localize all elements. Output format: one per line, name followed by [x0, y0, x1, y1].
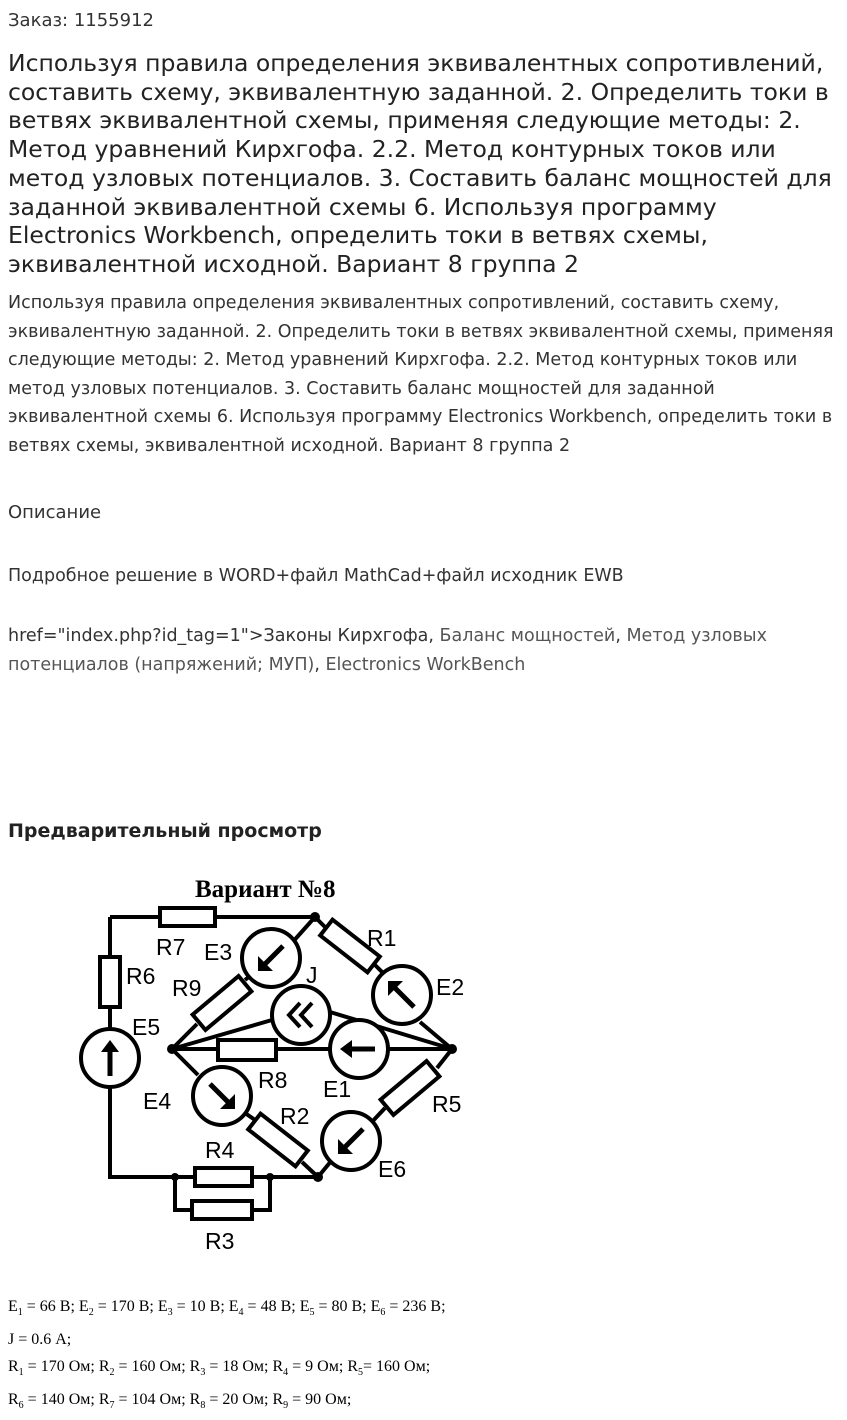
- tag-separator: ,: [615, 626, 627, 646]
- tag-separator: ,: [314, 654, 326, 675]
- label-r5: R5: [432, 1091, 462, 1117]
- param-subscript: 4: [238, 1307, 244, 1319]
- param-value: = 18 Ом;: [205, 1358, 273, 1376]
- label-r4: R4: [205, 1137, 235, 1163]
- param-value: = 140 Ом;: [23, 1391, 99, 1409]
- node-left: [167, 1044, 177, 1054]
- param-symbol: R: [98, 1358, 110, 1376]
- label-e5: E5: [132, 1014, 161, 1040]
- solution-text: Подробное решение в WORD+файл MathCad+файл исходник EWB: [8, 566, 624, 586]
- param-subscript: 1: [18, 1367, 24, 1379]
- scheme-title: Вариант №8: [195, 876, 336, 903]
- resistor-r5: [381, 1061, 440, 1115]
- label-e4: E4: [143, 1088, 172, 1114]
- param-subscript: 6: [380, 1307, 386, 1319]
- param-subscript: 4: [283, 1367, 289, 1379]
- node-r3-left: [171, 1173, 179, 1181]
- param-symbol: R: [8, 1358, 19, 1376]
- param-value: = 80 В;: [314, 1298, 371, 1315]
- label-r3: R3: [205, 1228, 235, 1254]
- param-subscript: 2: [109, 1367, 115, 1379]
- node-r3-right: [266, 1173, 274, 1181]
- params-line-r1: [8, 1353, 446, 1386]
- param-subscript: 8: [200, 1400, 206, 1412]
- resistor-r4: [195, 1168, 252, 1186]
- label-r8: R8: [258, 1067, 288, 1093]
- label-r1: R1: [367, 925, 397, 951]
- tag-link-power-balance[interactable]: Баланс мощностей: [439, 626, 616, 646]
- params-line-e: [8, 1293, 446, 1326]
- param-symbol: R: [189, 1358, 201, 1376]
- param-value: = 160 Ом;: [362, 1358, 431, 1376]
- tag-prefix: href="index.php?id_tag=1">Законы Кирхгофа: [8, 626, 429, 646]
- param-value: = 160 Ом;: [114, 1358, 190, 1376]
- params-line-j: J = 0.6 А;: [8, 1331, 72, 1349]
- param-subscript: 2: [88, 1307, 94, 1319]
- param-subscript: 5: [309, 1307, 315, 1319]
- param-symbol: E: [8, 1298, 18, 1315]
- label-r6: R6: [126, 963, 156, 989]
- param-value: = 170 Ом;: [23, 1358, 99, 1376]
- label-r7: R7: [156, 934, 186, 960]
- param-symbol: R: [189, 1391, 201, 1409]
- tag-separator: ,: [428, 626, 440, 646]
- param-value: = 104 Ом;: [114, 1391, 190, 1409]
- resistor-r8: [218, 1040, 276, 1060]
- tag-link-ewb[interactable]: Electronics WorkBench: [325, 654, 526, 675]
- node-right: [447, 1044, 457, 1054]
- node-bottom: [313, 1172, 323, 1182]
- param-symbol: E: [299, 1298, 310, 1315]
- param-subscript: 7: [109, 1400, 115, 1412]
- preview-heading: Предварительный просмотр: [8, 820, 322, 842]
- param-value: = 170 В;: [93, 1298, 158, 1315]
- tag-link-node-potentials[interactable]: Метод узловых потенциалов (напряжений; МУП): [8, 626, 767, 675]
- param-symbol: R: [8, 1391, 19, 1409]
- label-e2: E2: [436, 974, 465, 1000]
- parameters: [8, 1293, 446, 1420]
- tag-list: [8, 622, 844, 679]
- param-value: = 236 В;: [385, 1298, 446, 1315]
- param-value: = 20 Ом;: [205, 1391, 273, 1409]
- param-symbol: E: [370, 1298, 381, 1315]
- param-value: = 10 В;: [172, 1298, 229, 1315]
- label-e3: E3: [204, 939, 233, 965]
- resistor-r3: [192, 1201, 252, 1219]
- param-value: = 9 Ом;: [288, 1358, 348, 1376]
- param-symbol: E: [78, 1298, 89, 1315]
- label-j: J: [306, 962, 318, 988]
- label-r9: R9: [172, 975, 202, 1001]
- param-subscript: 6: [18, 1400, 24, 1412]
- param-value: = 48 В;: [243, 1298, 300, 1315]
- order-number: Заказ: 1155912: [8, 10, 154, 31]
- param-symbol: R: [347, 1358, 358, 1376]
- param-subscript: 3: [167, 1307, 173, 1319]
- circuit-diagram: [70, 870, 490, 1260]
- description-heading: Описание: [8, 502, 102, 523]
- param-value: = 66 В;: [22, 1298, 79, 1315]
- label-e1: E1: [323, 1076, 352, 1102]
- param-symbol: R: [272, 1391, 284, 1409]
- label-r2: R2: [280, 1103, 310, 1129]
- param-symbol: E: [157, 1298, 168, 1315]
- resistor-r6: [100, 957, 120, 1007]
- param-value: = 90 Ом;: [288, 1391, 352, 1409]
- short-description: Используя правила определения эквивалентных сопротивлений, составить схему, эквивалентную заданной. 2. Определить токи в ветвях эквивалентной схемы, применяя следующие методы: 2. Метод уравнений Кирхгофа. 2.2. Метод контурных токов или метод узловых потенциалов. 3. Составить баланс мощностей для заданной эквивалентной схемы 6. Используя программу Electronics Workbench, определить токи в ветвях схемы, эквивалентной исходной. Вариант 8 группа 2: [8, 293, 834, 456]
- param-subscript: 9: [283, 1400, 289, 1412]
- param-subscript: 5: [357, 1367, 363, 1379]
- param-subscript: 1: [17, 1307, 23, 1319]
- label-e6: E6: [378, 1156, 407, 1182]
- param-symbol: R: [98, 1391, 110, 1409]
- page-title: Используя правила определения эквивалентных сопротивлений, составить схему, эквивалентную заданной. 2. Определить токи в ветвях эквивалентной схемы, применяя следующие методы: 2. Метод уравнений Кирхгофа. 2.2. Метод контурных токов или метод узловых потенциалов. 3. Составить баланс мощностей для заданной эквивалентной схемы 6. Используя программу Electronics Workbench, определить токи в ветвях схемы, эквивалентной исходной. Вариант 8 группа 2: [8, 49, 832, 278]
- node-top: [310, 912, 320, 922]
- param-symbol: E: [228, 1298, 239, 1315]
- param-subscript: 3: [200, 1367, 206, 1379]
- resistor-r9: [193, 976, 252, 1030]
- param-symbol: R: [272, 1358, 284, 1376]
- resistor-r7: [160, 908, 215, 926]
